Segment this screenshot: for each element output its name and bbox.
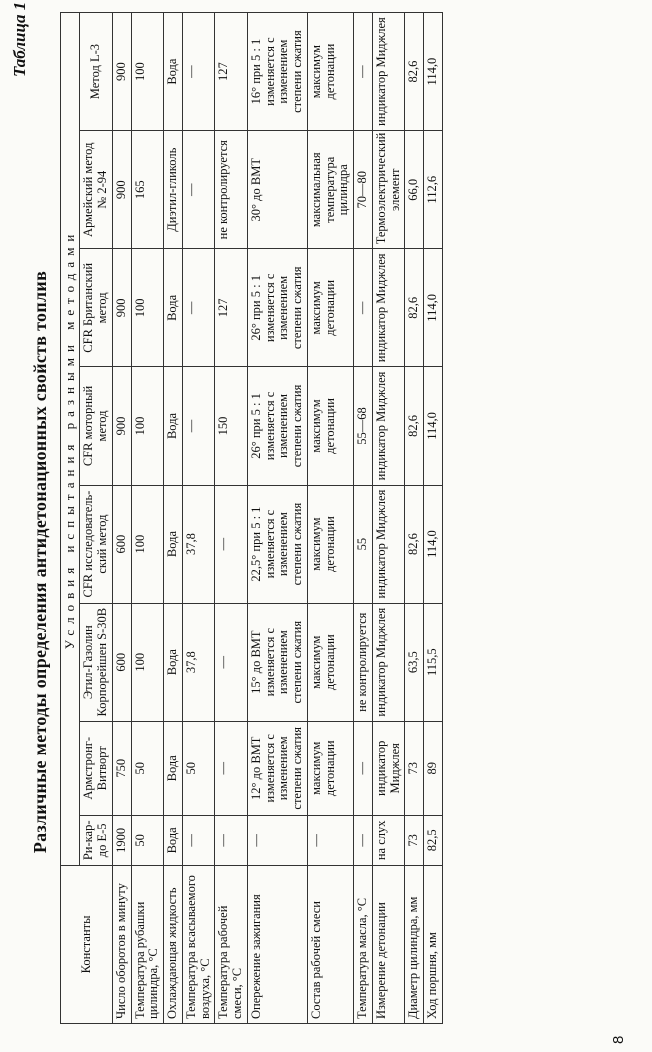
table-cell: максимум детонации (307, 603, 353, 721)
table-row (164, 13, 183, 1024)
table-cell: 112,6 (424, 131, 443, 249)
table-cell: 115,5 (424, 603, 443, 721)
page-number: 8 (610, 1035, 627, 1044)
table-row (372, 13, 405, 1024)
table-cell: 63,5 (405, 603, 424, 721)
method-header: Армстронг-Витворт (80, 721, 113, 815)
table-cell: — (247, 815, 307, 865)
table-cell: — (354, 721, 373, 815)
table-cell: 100 (131, 485, 164, 603)
table-cell: 114,0 (424, 249, 443, 367)
table-cell: на слух (372, 815, 405, 865)
table-cell: — (215, 603, 248, 721)
table-cell: 114,0 (424, 367, 443, 485)
table-cell: 66,0 (405, 131, 424, 249)
table-row (247, 13, 307, 1024)
table-cell: 82,6 (405, 249, 424, 367)
row-label: Измерение детонации (372, 865, 405, 1023)
table-row (424, 13, 443, 1024)
table-cell: Вода (164, 13, 183, 131)
table-cell: Термоэлектрический элемент (372, 131, 405, 249)
table-cell: максимум детонации (307, 13, 353, 131)
page-title: Различные методы определения антидетонационных свойств топлив (30, 270, 50, 854)
table-cell: — (182, 367, 215, 485)
table-number: Таблица 1 (10, 1, 29, 77)
table-cell: 127 (215, 249, 248, 367)
table-cell: Вода (164, 815, 183, 865)
table-cell: 100 (131, 13, 164, 131)
table-cell: Вода (164, 249, 183, 367)
table-cell: индикатор Миджлея (372, 603, 405, 721)
row-label: Охлаждающая жидкость (164, 865, 183, 1023)
constants-header: Константы (61, 865, 113, 1023)
method-header: CFR Британский метод (80, 249, 113, 367)
table-cell: — (354, 13, 373, 131)
table-cell: — (182, 249, 215, 367)
table-cell: не контролируется (215, 131, 248, 249)
table-cell: 37,8 (182, 485, 215, 603)
table-row (182, 13, 215, 1024)
table-cell: 89 (424, 721, 443, 815)
table-cell: — (215, 485, 248, 603)
table-row (112, 13, 131, 1024)
table-cell: 26° при 5 : 1 изменяется с изменением степени сжатия (247, 249, 307, 367)
table-cell: 82,6 (405, 13, 424, 131)
table-row (307, 13, 353, 1024)
table-cell: 900 (112, 13, 131, 131)
table-cell: — (215, 721, 248, 815)
table-cell: 50 (131, 721, 164, 815)
table-cell: максимум детонации (307, 721, 353, 815)
table-cell: 82,6 (405, 367, 424, 485)
table-cell: — (182, 131, 215, 249)
method-header: CFR моторный метод (80, 367, 113, 485)
table-cell: Вода (164, 485, 183, 603)
method-header: Этил-Газолин Корпорейшен S-30B (80, 603, 113, 721)
table-cell: 70—80 (354, 131, 373, 249)
table-cell: 26° при 5 : 1 изменяется с изменением степени сжатия (247, 367, 307, 485)
row-label: Диаметр цилиндра, мм (405, 865, 424, 1023)
table-cell: Вода (164, 367, 183, 485)
table-cell: 100 (131, 603, 164, 721)
table-cell: 82,5 (424, 815, 443, 865)
table-cell: Вода (164, 721, 183, 815)
row-label: Число оборотов в минуту (112, 865, 131, 1023)
table-cell: 114,0 (424, 13, 443, 131)
row-label: Температура всасываемого воздуха, °С (182, 865, 215, 1023)
table-row (215, 13, 248, 1024)
table-cell: — (307, 815, 353, 865)
method-header: Метод L-3 (80, 13, 113, 131)
table-cell: 114,0 (424, 485, 443, 603)
table-cell: индикатор Миджлея (372, 249, 405, 367)
table-cell: 600 (112, 603, 131, 721)
table-cell: максимум детонации (307, 249, 353, 367)
table-cell: 900 (112, 249, 131, 367)
table-cell: 900 (112, 367, 131, 485)
table-cell: 100 (131, 367, 164, 485)
table-cell: 100 (131, 249, 164, 367)
table-cell: индикатор Миджлея (372, 485, 405, 603)
table-cell: максимум детонации (307, 485, 353, 603)
table-cell: индикатор Миджлея (372, 721, 405, 815)
table-cell: — (354, 249, 373, 367)
table-cell: 750 (112, 721, 131, 815)
table-cell: не контролируется (354, 603, 373, 721)
table-cell: 150 (215, 367, 248, 485)
row-label: Температура рабочей смеси, °С (215, 865, 248, 1023)
method-header: Армейский метод № 2-94 (80, 131, 113, 249)
group-header: Условия испытания разными методами (61, 13, 80, 866)
row-label: Опережение зажигания (247, 865, 307, 1023)
row-label: Температура рубашки цилиндра, °С (131, 865, 164, 1023)
table-cell: Вода (164, 603, 183, 721)
table-cell: 50 (182, 721, 215, 815)
table-cell: 55 (354, 485, 373, 603)
table-row (131, 13, 164, 1024)
table-cell: 22,5° при 5 : 1 изменяется с изменением степени сжатия (247, 485, 307, 603)
table-cell: 82,6 (405, 485, 424, 603)
row-label: Температура масла, °С (354, 865, 373, 1023)
method-header: Ри-кар-до Е-5 (80, 815, 113, 865)
table-cell: Диэтил-гликоль (164, 131, 183, 249)
table-cell: — (215, 815, 248, 865)
method-header: CFR исследователь-ский метод (80, 485, 113, 603)
table-cell: 127 (215, 13, 248, 131)
table-cell: — (182, 815, 215, 865)
methods-table (60, 12, 443, 1024)
table-cell: 600 (112, 485, 131, 603)
table-cell: 55—68 (354, 367, 373, 485)
table-cell: 50 (131, 815, 164, 865)
row-label: Состав рабочей смеси (307, 865, 353, 1023)
table-cell: максимальная температура цилиндра (307, 131, 353, 249)
table-cell: 30° до ВМТ (247, 131, 307, 249)
table-cell: 900 (112, 131, 131, 249)
table-cell: 73 (405, 815, 424, 865)
table-cell: индикатор Миджлея (372, 367, 405, 485)
row-label: Ход поршня, мм (424, 865, 443, 1023)
table-cell: 73 (405, 721, 424, 815)
table-cell: 15° до ВМТ изменяется с изменением степени сжатия (247, 603, 307, 721)
table-row (354, 13, 373, 1024)
table-row (405, 13, 424, 1024)
table-cell: 12° до ВМТ изменяется с изменением степени сжатия (247, 721, 307, 815)
table-cell: 1900 (112, 815, 131, 865)
table-cell: 165 (131, 131, 164, 249)
table-cell: — (182, 13, 215, 131)
table-body (112, 13, 442, 1024)
table-cell: максимум детонации (307, 367, 353, 485)
table-cell: — (354, 815, 373, 865)
table-cell: 37,8 (182, 603, 215, 721)
table-cell: индикатор Миджлея (372, 13, 405, 131)
table-cell: 16° при 5 : 1 изменяется с изменением степени сжатия (247, 13, 307, 131)
